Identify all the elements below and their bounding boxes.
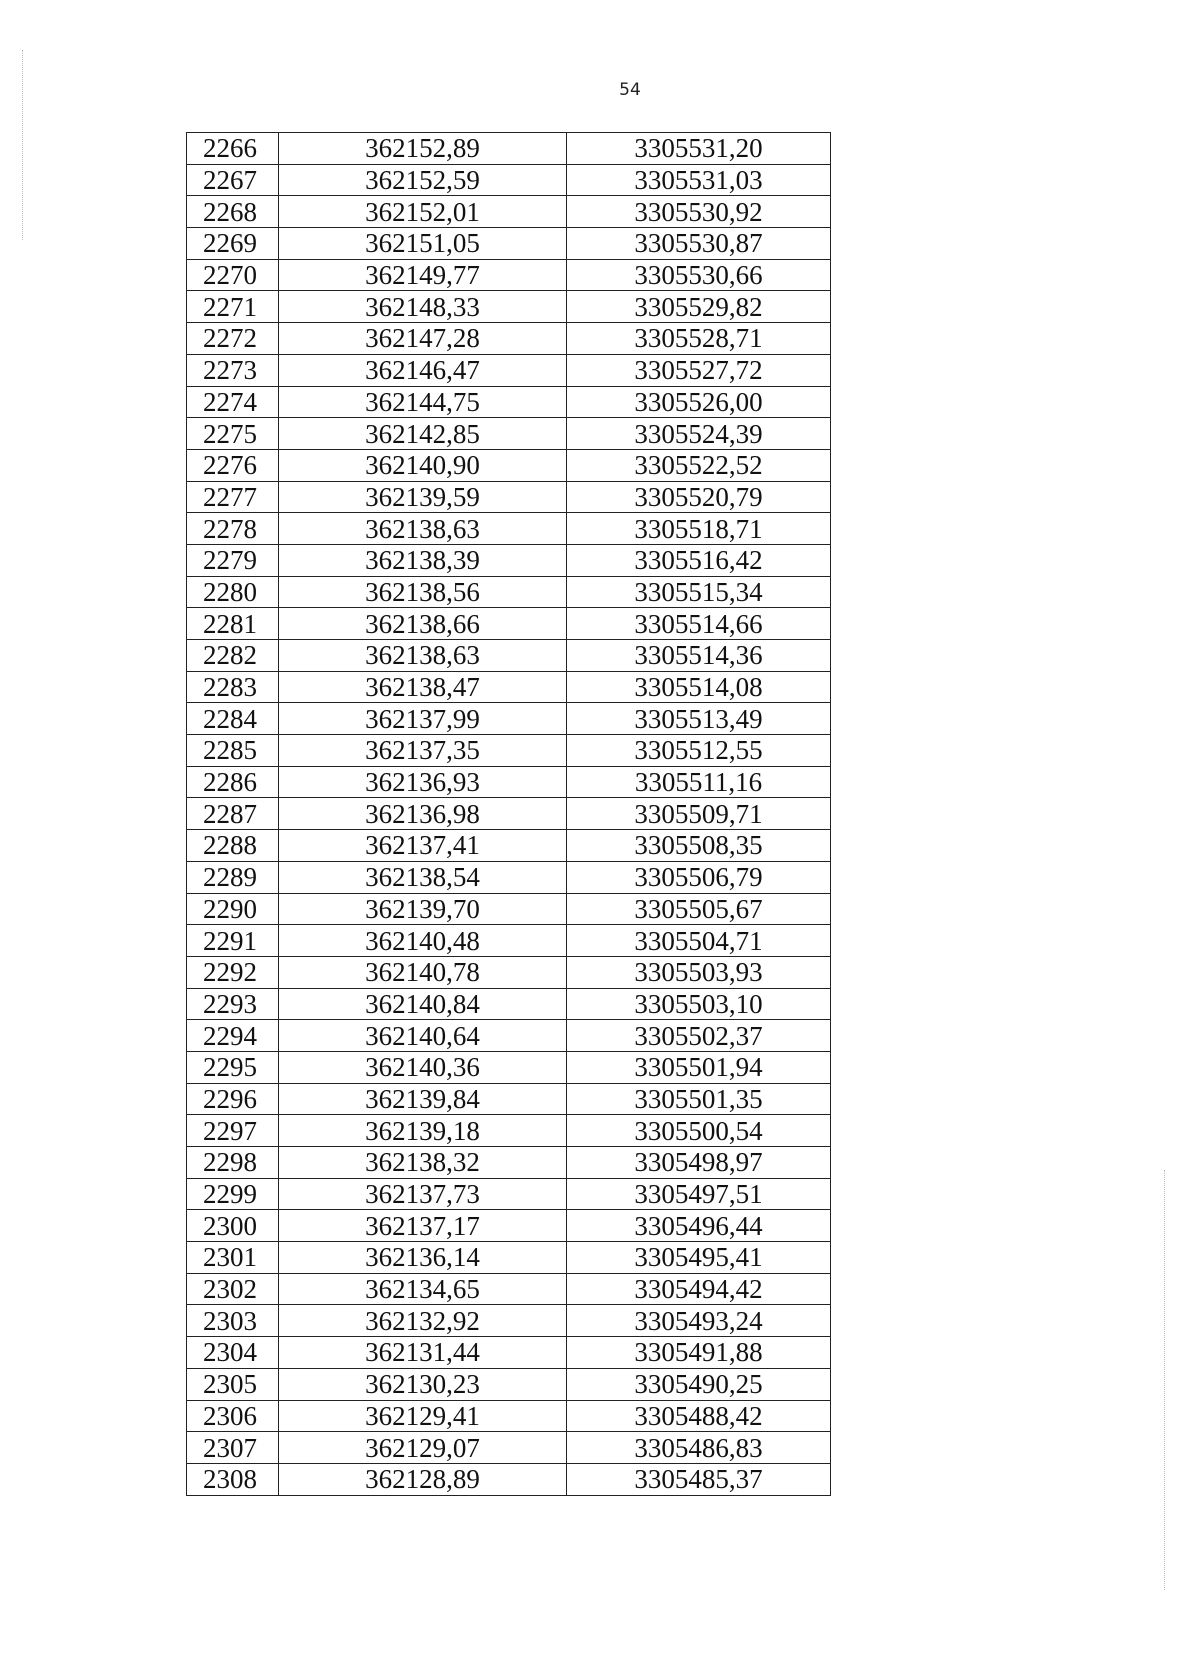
table-row bbox=[187, 830, 831, 862]
point-number-cell: 2298 bbox=[187, 1147, 279, 1179]
table-row bbox=[187, 1210, 831, 1242]
x-coordinate-cell: 362138,63 bbox=[279, 513, 567, 545]
point-number-cell: 2292 bbox=[187, 956, 279, 988]
x-coordinate-cell: 362139,18 bbox=[279, 1115, 567, 1147]
x-coordinate-cell: 362138,56 bbox=[279, 576, 567, 608]
y-coordinate-cell: 3305506,79 bbox=[567, 861, 831, 893]
point-number-cell: 2290 bbox=[187, 893, 279, 925]
table-row bbox=[187, 766, 831, 798]
point-number-cell: 2296 bbox=[187, 1083, 279, 1115]
y-coordinate-cell: 3305503,93 bbox=[567, 956, 831, 988]
x-coordinate-cell: 362137,35 bbox=[279, 735, 567, 767]
point-number-cell: 2274 bbox=[187, 386, 279, 418]
point-number-cell: 2266 bbox=[187, 133, 279, 165]
x-coordinate-cell: 362146,47 bbox=[279, 354, 567, 386]
point-number-cell: 2286 bbox=[187, 766, 279, 798]
point-number-cell: 2287 bbox=[187, 798, 279, 830]
point-number-cell: 2276 bbox=[187, 449, 279, 481]
y-coordinate-cell: 3305530,87 bbox=[567, 228, 831, 260]
point-number-cell: 2293 bbox=[187, 988, 279, 1020]
x-coordinate-cell: 362137,99 bbox=[279, 703, 567, 735]
x-coordinate-cell: 362137,17 bbox=[279, 1210, 567, 1242]
x-coordinate-cell: 362147,28 bbox=[279, 323, 567, 355]
y-coordinate-cell: 3305511,16 bbox=[567, 766, 831, 798]
x-coordinate-cell: 362138,66 bbox=[279, 608, 567, 640]
point-number-cell: 2285 bbox=[187, 735, 279, 767]
x-coordinate-cell: 362140,84 bbox=[279, 988, 567, 1020]
x-coordinate-cell: 362132,92 bbox=[279, 1305, 567, 1337]
point-number-cell: 2279 bbox=[187, 544, 279, 576]
y-coordinate-cell: 3305486,83 bbox=[567, 1432, 831, 1464]
table-row bbox=[187, 893, 831, 925]
y-coordinate-cell: 3305514,66 bbox=[567, 608, 831, 640]
y-coordinate-cell: 3305531,03 bbox=[567, 164, 831, 196]
table-row bbox=[187, 1432, 831, 1464]
x-coordinate-cell: 362129,41 bbox=[279, 1400, 567, 1432]
point-number-cell: 2288 bbox=[187, 830, 279, 862]
y-coordinate-cell: 3305524,39 bbox=[567, 418, 831, 450]
table-row bbox=[187, 259, 831, 291]
table-row bbox=[187, 1178, 831, 1210]
scan-edge-mark-right bbox=[1164, 1170, 1165, 1590]
y-coordinate-cell: 3305501,94 bbox=[567, 1051, 831, 1083]
y-coordinate-cell: 3305518,71 bbox=[567, 513, 831, 545]
point-number-cell: 2303 bbox=[187, 1305, 279, 1337]
table-row bbox=[187, 861, 831, 893]
x-coordinate-cell: 362138,32 bbox=[279, 1147, 567, 1179]
point-number-cell: 2291 bbox=[187, 925, 279, 957]
x-coordinate-cell: 362140,90 bbox=[279, 449, 567, 481]
table-row bbox=[187, 228, 831, 260]
table-row bbox=[187, 1020, 831, 1052]
table-row bbox=[187, 481, 831, 513]
scan-edge-mark-left bbox=[22, 50, 23, 240]
x-coordinate-cell: 362128,89 bbox=[279, 1463, 567, 1495]
point-number-cell: 2278 bbox=[187, 513, 279, 545]
y-coordinate-cell: 3305493,24 bbox=[567, 1305, 831, 1337]
x-coordinate-cell: 362144,75 bbox=[279, 386, 567, 418]
y-coordinate-cell: 3305491,88 bbox=[567, 1337, 831, 1369]
table-row bbox=[187, 386, 831, 418]
x-coordinate-cell: 362142,85 bbox=[279, 418, 567, 450]
point-number-cell: 2281 bbox=[187, 608, 279, 640]
point-number-cell: 2284 bbox=[187, 703, 279, 735]
x-coordinate-cell: 362149,77 bbox=[279, 259, 567, 291]
y-coordinate-cell: 3305528,71 bbox=[567, 323, 831, 355]
y-coordinate-cell: 3305494,42 bbox=[567, 1273, 831, 1305]
y-coordinate-cell: 3305490,25 bbox=[567, 1368, 831, 1400]
y-coordinate-cell: 3305485,37 bbox=[567, 1463, 831, 1495]
x-coordinate-cell: 362140,36 bbox=[279, 1051, 567, 1083]
table-row bbox=[187, 735, 831, 767]
x-coordinate-cell: 362138,63 bbox=[279, 640, 567, 672]
x-coordinate-cell: 362138,39 bbox=[279, 544, 567, 576]
x-coordinate-cell: 362138,47 bbox=[279, 671, 567, 703]
x-coordinate-cell: 362139,59 bbox=[279, 481, 567, 513]
table-row bbox=[187, 164, 831, 196]
x-coordinate-cell: 362129,07 bbox=[279, 1432, 567, 1464]
x-coordinate-cell: 362148,33 bbox=[279, 291, 567, 323]
point-number-cell: 2283 bbox=[187, 671, 279, 703]
table-row bbox=[187, 544, 831, 576]
table-row bbox=[187, 133, 831, 165]
x-coordinate-cell: 362137,41 bbox=[279, 830, 567, 862]
point-number-cell: 2269 bbox=[187, 228, 279, 260]
x-coordinate-cell: 362134,65 bbox=[279, 1273, 567, 1305]
table-row bbox=[187, 1463, 831, 1495]
x-coordinate-cell: 362140,64 bbox=[279, 1020, 567, 1052]
y-coordinate-cell: 3305514,36 bbox=[567, 640, 831, 672]
x-coordinate-cell: 362130,23 bbox=[279, 1368, 567, 1400]
coordinates-table-body bbox=[187, 133, 831, 1496]
point-number-cell: 2301 bbox=[187, 1242, 279, 1274]
point-number-cell: 2297 bbox=[187, 1115, 279, 1147]
table-row bbox=[187, 576, 831, 608]
x-coordinate-cell: 362152,89 bbox=[279, 133, 567, 165]
table-row bbox=[187, 1083, 831, 1115]
y-coordinate-cell: 3305514,08 bbox=[567, 671, 831, 703]
x-coordinate-cell: 362139,84 bbox=[279, 1083, 567, 1115]
table-row bbox=[187, 956, 831, 988]
y-coordinate-cell: 3305498,97 bbox=[567, 1147, 831, 1179]
y-coordinate-cell: 3305520,79 bbox=[567, 481, 831, 513]
x-coordinate-cell: 362137,73 bbox=[279, 1178, 567, 1210]
table-row bbox=[187, 1368, 831, 1400]
point-number-cell: 2268 bbox=[187, 196, 279, 228]
y-coordinate-cell: 3305513,49 bbox=[567, 703, 831, 735]
x-coordinate-cell: 362140,48 bbox=[279, 925, 567, 957]
table-row bbox=[187, 291, 831, 323]
table-row bbox=[187, 513, 831, 545]
y-coordinate-cell: 3305488,42 bbox=[567, 1400, 831, 1432]
point-number-cell: 2270 bbox=[187, 259, 279, 291]
x-coordinate-cell: 362151,05 bbox=[279, 228, 567, 260]
x-coordinate-cell: 362152,59 bbox=[279, 164, 567, 196]
point-number-cell: 2305 bbox=[187, 1368, 279, 1400]
table-row bbox=[187, 418, 831, 450]
point-number-cell: 2282 bbox=[187, 640, 279, 672]
point-number-cell: 2273 bbox=[187, 354, 279, 386]
y-coordinate-cell: 3305530,66 bbox=[567, 259, 831, 291]
y-coordinate-cell: 3305501,35 bbox=[567, 1083, 831, 1115]
y-coordinate-cell: 3305497,51 bbox=[567, 1178, 831, 1210]
y-coordinate-cell: 3305526,00 bbox=[567, 386, 831, 418]
point-number-cell: 2267 bbox=[187, 164, 279, 196]
point-number-cell: 2304 bbox=[187, 1337, 279, 1369]
x-coordinate-cell: 362136,93 bbox=[279, 766, 567, 798]
y-coordinate-cell: 3305509,71 bbox=[567, 798, 831, 830]
x-coordinate-cell: 362140,78 bbox=[279, 956, 567, 988]
table-row bbox=[187, 671, 831, 703]
table-row bbox=[187, 1305, 831, 1337]
point-number-cell: 2306 bbox=[187, 1400, 279, 1432]
y-coordinate-cell: 3305508,35 bbox=[567, 830, 831, 862]
y-coordinate-cell: 3305527,72 bbox=[567, 354, 831, 386]
point-number-cell: 2272 bbox=[187, 323, 279, 355]
table-row bbox=[187, 1051, 831, 1083]
y-coordinate-cell: 3305530,92 bbox=[567, 196, 831, 228]
y-coordinate-cell: 3305531,20 bbox=[567, 133, 831, 165]
x-coordinate-cell: 362136,14 bbox=[279, 1242, 567, 1274]
x-coordinate-cell: 362139,70 bbox=[279, 893, 567, 925]
table-row bbox=[187, 1273, 831, 1305]
y-coordinate-cell: 3305516,42 bbox=[567, 544, 831, 576]
point-number-cell: 2302 bbox=[187, 1273, 279, 1305]
x-coordinate-cell: 362152,01 bbox=[279, 196, 567, 228]
table-row bbox=[187, 1147, 831, 1179]
point-number-cell: 2295 bbox=[187, 1051, 279, 1083]
point-number-cell: 2289 bbox=[187, 861, 279, 893]
point-number-cell: 2275 bbox=[187, 418, 279, 450]
table-row bbox=[187, 449, 831, 481]
point-number-cell: 2299 bbox=[187, 1178, 279, 1210]
x-coordinate-cell: 362136,98 bbox=[279, 798, 567, 830]
y-coordinate-cell: 3305515,34 bbox=[567, 576, 831, 608]
y-coordinate-cell: 3305502,37 bbox=[567, 1020, 831, 1052]
table-row bbox=[187, 1242, 831, 1274]
point-number-cell: 2307 bbox=[187, 1432, 279, 1464]
table-row bbox=[187, 703, 831, 735]
table-row bbox=[187, 608, 831, 640]
point-number-cell: 2271 bbox=[187, 291, 279, 323]
page-number: 54 bbox=[619, 80, 641, 100]
y-coordinate-cell: 3305522,52 bbox=[567, 449, 831, 481]
point-number-cell: 2277 bbox=[187, 481, 279, 513]
point-number-cell: 2280 bbox=[187, 576, 279, 608]
table-row bbox=[187, 988, 831, 1020]
table-row bbox=[187, 196, 831, 228]
y-coordinate-cell: 3305504,71 bbox=[567, 925, 831, 957]
table-row bbox=[187, 323, 831, 355]
point-number-cell: 2308 bbox=[187, 1463, 279, 1495]
table-row bbox=[187, 798, 831, 830]
table-row bbox=[187, 354, 831, 386]
point-number-cell: 2294 bbox=[187, 1020, 279, 1052]
table-row bbox=[187, 1400, 831, 1432]
table-row bbox=[187, 1337, 831, 1369]
y-coordinate-cell: 3305500,54 bbox=[567, 1115, 831, 1147]
y-coordinate-cell: 3305503,10 bbox=[567, 988, 831, 1020]
table-row bbox=[187, 640, 831, 672]
x-coordinate-cell: 362138,54 bbox=[279, 861, 567, 893]
coordinates-table bbox=[186, 132, 831, 1496]
y-coordinate-cell: 3305529,82 bbox=[567, 291, 831, 323]
table-row bbox=[187, 1115, 831, 1147]
y-coordinate-cell: 3305495,41 bbox=[567, 1242, 831, 1274]
y-coordinate-cell: 3305496,44 bbox=[567, 1210, 831, 1242]
y-coordinate-cell: 3305512,55 bbox=[567, 735, 831, 767]
y-coordinate-cell: 3305505,67 bbox=[567, 893, 831, 925]
x-coordinate-cell: 362131,44 bbox=[279, 1337, 567, 1369]
point-number-cell: 2300 bbox=[187, 1210, 279, 1242]
table-row bbox=[187, 925, 831, 957]
